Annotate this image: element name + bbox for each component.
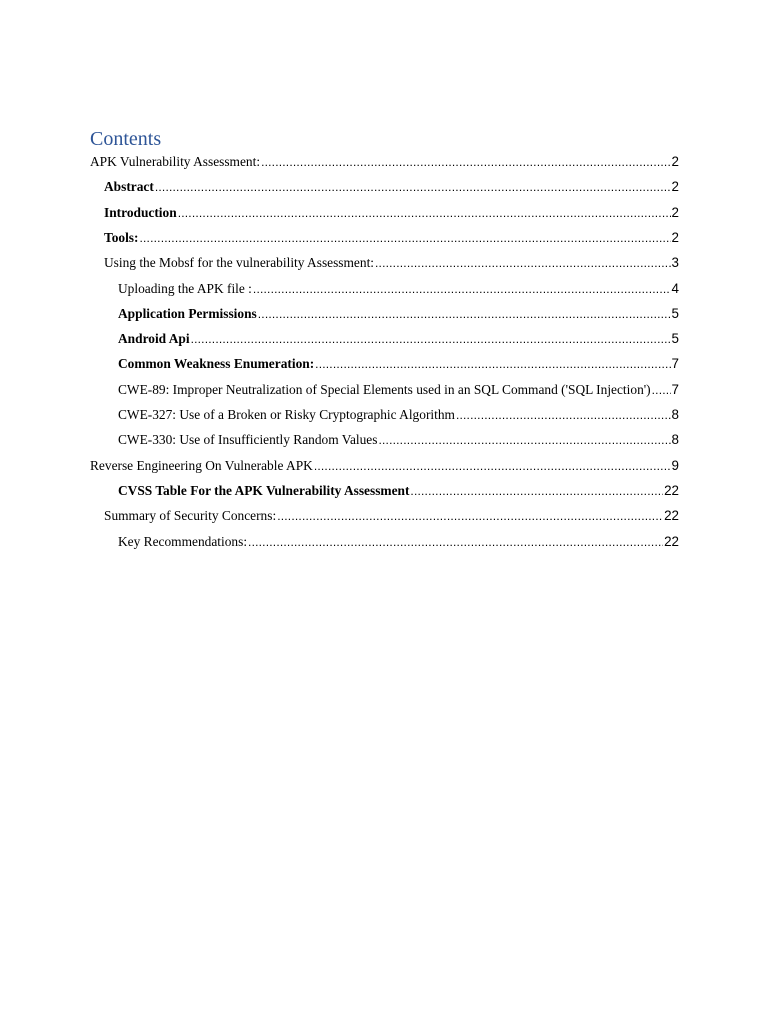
toc-entry-page-number: 2 [671, 179, 679, 195]
toc-entry-label: Introduction [104, 204, 177, 220]
dot-leader [315, 354, 670, 374]
dot-leader [258, 304, 671, 324]
dot-leader [139, 228, 670, 248]
dot-leader [178, 203, 671, 223]
toc-entry[interactable] [118, 279, 679, 299]
toc-entry-page-number: 22 [664, 482, 679, 498]
toc-heading: Contents [90, 128, 162, 150]
toc-entry[interactable] [104, 253, 679, 273]
toc-entry-label: Using the Mobsf for the vulnerability Assessment: [104, 255, 375, 271]
dot-leader [261, 152, 670, 172]
toc-entry-page-number: 5 [671, 331, 679, 347]
dot-leader [378, 430, 670, 450]
toc-entry[interactable] [118, 304, 679, 324]
toc-entry-label: Android Api [118, 331, 190, 347]
toc-entry[interactable] [118, 329, 679, 349]
toc-entry-label: APK Vulnerability Assessment: [90, 154, 261, 169]
toc-entry[interactable] [118, 380, 679, 400]
dot-leader [253, 279, 671, 299]
toc-entry-label: Tools: [104, 229, 139, 245]
toc-entry[interactable] [118, 430, 679, 450]
toc-entry-page-number: 9 [671, 457, 679, 473]
toc-entry-page-number: 2 [671, 229, 679, 245]
toc-entry[interactable] [90, 152, 679, 172]
toc-entry-page-number: 7 [671, 381, 679, 397]
toc-entry[interactable] [90, 456, 679, 476]
toc-entry[interactable] [104, 203, 679, 223]
toc-entry-label: Uploading the APK file : [118, 280, 252, 296]
toc-entry[interactable] [104, 177, 679, 197]
toc-entry-page-number: 2 [671, 204, 679, 220]
toc-entry[interactable] [104, 506, 679, 526]
toc-entry-label: CWE-330: Use of Insufficiently Random Values [118, 432, 378, 448]
toc-entry-label: Abstract [104, 179, 154, 195]
toc-entry-page-number: 4 [671, 280, 679, 296]
toc-entry[interactable] [104, 228, 679, 248]
toc-entry-label: Summary of Security Concerns: [104, 508, 277, 524]
toc-entry[interactable] [118, 354, 679, 374]
dot-leader [410, 481, 663, 501]
toc-entry-page-number: 22 [664, 533, 679, 549]
dot-leader [155, 177, 671, 197]
toc-entry-label: Common Weakness Enumeration: [118, 356, 315, 372]
toc-entry[interactable] [118, 532, 679, 552]
dot-leader [191, 329, 671, 349]
dot-leader [456, 405, 671, 425]
toc-entry-page-number: 22 [664, 508, 679, 524]
toc-entry-page-number: 8 [671, 432, 679, 448]
toc-entry-page-number: 3 [671, 255, 679, 271]
dot-leader [277, 506, 663, 526]
toc-entry-page-number: 5 [671, 305, 679, 321]
toc-entry-label: Reverse Engineering On Vulnerable APK [90, 457, 313, 473]
dot-leader [652, 380, 671, 400]
dot-leader [248, 532, 663, 552]
toc-entry-label: Application Permissions [118, 305, 257, 321]
toc-entry[interactable] [118, 481, 679, 501]
toc-entry-page-number: 7 [671, 356, 679, 372]
toc-entry-page-number: 2 [671, 154, 679, 169]
toc-entry-label: Key Recommendations: [118, 533, 248, 549]
dot-leader [375, 253, 671, 273]
toc-entry[interactable] [118, 405, 679, 425]
toc-entry-label: CVSS Table For the APK Vulnerability Assessment [118, 482, 410, 498]
dot-leader [314, 456, 671, 476]
toc-entry-page-number: 8 [671, 407, 679, 422]
toc-entry-label: CWE-89: Improper Neutralization of Special Elements used in an SQL Command ('SQL Injection') [118, 381, 651, 397]
toc-entry-label: CWE-327: Use of a Broken or Risky Cryptographic Algorithm [118, 407, 455, 422]
